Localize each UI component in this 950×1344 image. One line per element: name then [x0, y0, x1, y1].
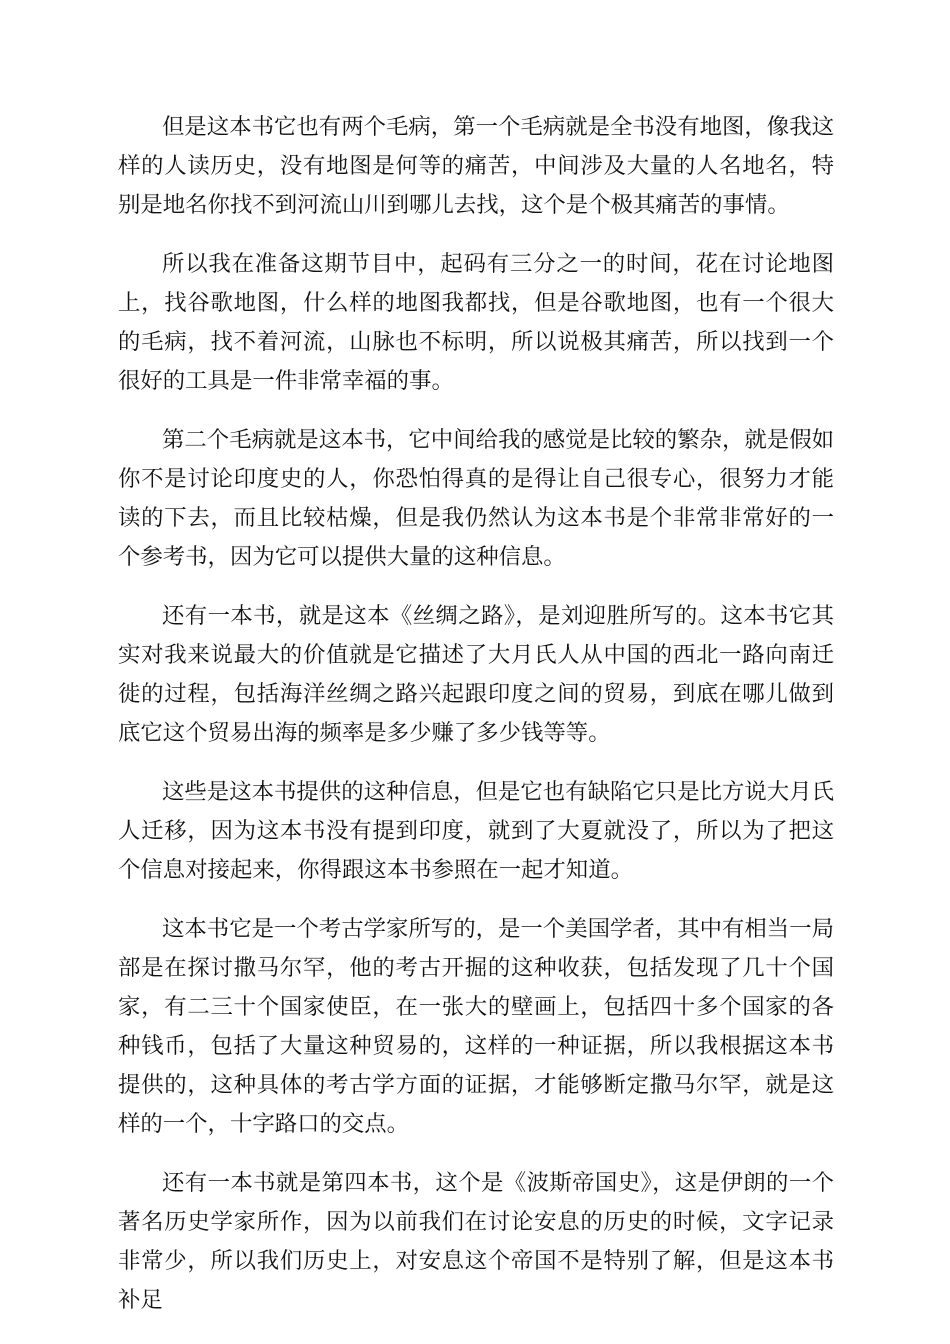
- paragraph-6: 这本书它是一个考古学家所写的，是一个美国学者，其中有相当一局部是在探讨撒马尔罕，他的考古开掘的这种收获，包括发现了几十个国家，有二三十个国家使臣，在一张大的壁画上，包括四十多个国家的各种钱币，包括了大量这种贸易的，这样的一种证据，所以我根据这本书提供的，这种具体的考古学方面的证据，才能够断定撒马尔罕，就是这样的一个，十字路口的交点。: [118, 916, 834, 1137]
- paragraph-1: 但是这本书它也有两个毛病，第一个毛病就是全书没有地图，像我这样的人读历史，没有地图是何等的痛苦，中间涉及大量的人名地名，特别是地名你找不到河流山川到哪儿去找，这个是个极其痛苦的事情。: [118, 114, 834, 218]
- paragraph-3: 第二个毛病就是这本书，它中间给我的感觉是比较的繁杂，就是假如你不是讨论印度史的人，你恐怕得真的是得让自己很专心，很努力才能读的下去，而且比较枯燥，但是我仍然认为这本书是个非常非常好的一个参考书，因为它可以提供大量的这种信息。: [118, 427, 834, 570]
- paragraph-4: 还有一本书，就是这本《丝绸之路》，是刘迎胜所写的。这本书它其实对我来说最大的价值就是它描述了大月氏人从中国的西北一路向南迁徙的过程，包括海洋丝绸之路兴起跟印度之间的贸易，到底在哪儿做到底它这个贸易出海的频率是多少赚了多少钱等等。: [118, 603, 834, 746]
- paragraph-5: 这些是这本书提供的这种信息，但是它也有缺陷它只是比方说大月氏人迁移，因为这本书没有提到印度，就到了大夏就没了，所以为了把这个信息对接起来，你得跟这本书参照在一起才知道。: [118, 779, 834, 883]
- paragraph-7: 还有一本书就是第四本书，这个是《波斯帝国史》，这是伊朗的一个著名历史学家所作，因为以前我们在讨论安息的历史的时候，文字记录非常少，所以我们历史上，对安息这个帝国不是特别了解，但是这本书补足: [118, 1170, 834, 1313]
- document-page: [118, 108, 834, 1340]
- paragraph-2: 所以我在准备这期节目中，起码有三分之一的时间，花在讨论地图上，找谷歌地图，什么样的地图我都找，但是谷歌地图，也有一个很大的毛病，找不着河流，山脉也不标明，所以说极其痛苦，所以找到一个很好的工具是一件非常幸福的事。: [118, 251, 834, 394]
